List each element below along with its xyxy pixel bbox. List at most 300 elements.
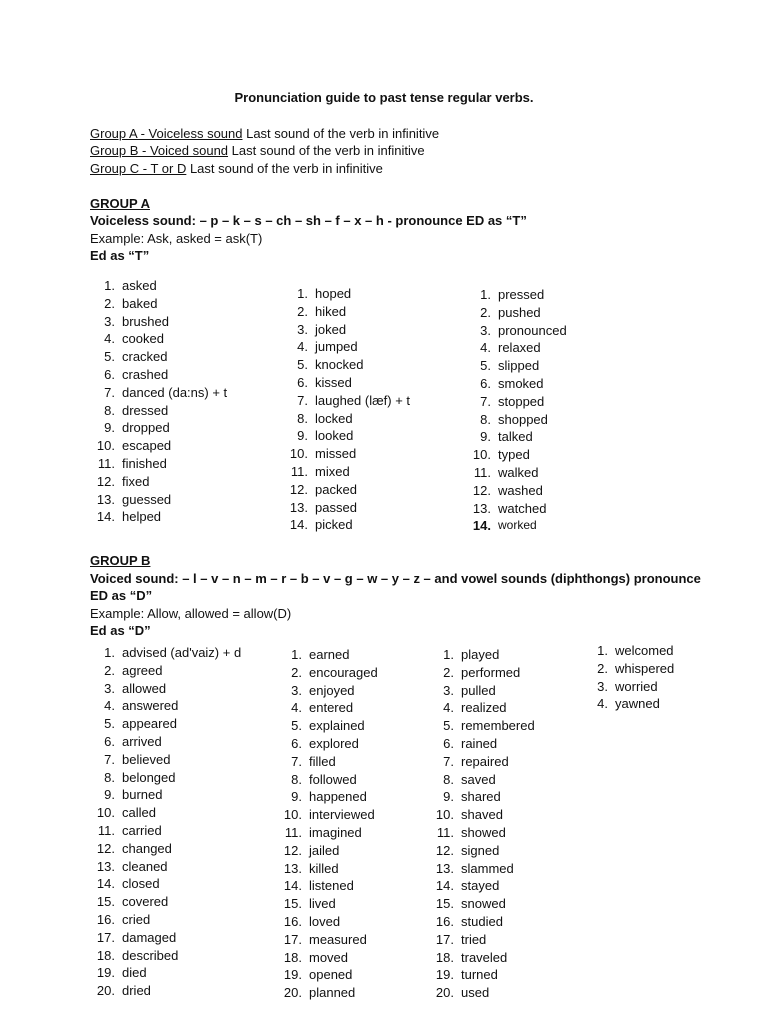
- list-item-word: talked: [498, 429, 533, 445]
- list-item: [283, 445, 410, 463]
- list-item-word: fixed: [122, 473, 150, 489]
- group-b-example: Example: Allow, allowed = allow(D): [90, 606, 292, 621]
- list-item: [583, 695, 674, 713]
- list-item-word: encouraged: [309, 664, 378, 680]
- list-item-word: picked: [315, 517, 353, 533]
- list-item-word: answered: [122, 698, 179, 714]
- list-item: [90, 947, 241, 965]
- list-item-number: 1.: [597, 643, 608, 658]
- list-item-number: 11.: [290, 463, 308, 479]
- list-item-word: performed: [461, 664, 521, 680]
- list-item-word: mixed: [315, 463, 350, 479]
- list-item-number: 13.: [472, 500, 491, 516]
- group-intro-b-label: Group B - Voiced sound: [90, 143, 229, 158]
- list-item: [583, 660, 674, 678]
- list-item: [90, 491, 227, 509]
- list-item-number: 2.: [597, 660, 608, 676]
- group-b-column-3: [429, 646, 535, 1002]
- list-item-word: earned: [309, 647, 350, 662]
- list-item-word: worked: [498, 518, 537, 533]
- list-item: [277, 806, 378, 824]
- list-item-word: planned: [309, 985, 356, 1001]
- list-item-number: 14.: [283, 878, 302, 894]
- list-item-number: 10.: [96, 805, 115, 821]
- list-item-word: cleaned: [122, 858, 168, 874]
- list-item: [90, 929, 241, 947]
- list-item-number: 4.: [297, 339, 308, 355]
- list-item-number: 14.: [435, 878, 454, 894]
- list-item: [283, 410, 410, 428]
- group-intro-a-label: Group A - Voiceless sound: [90, 126, 243, 141]
- list-item: [277, 860, 378, 878]
- list-item-number: 8.: [443, 771, 454, 787]
- list-item: [277, 646, 378, 664]
- group-a-heading: GROUP A: [90, 196, 150, 211]
- list-item-word: opened: [309, 967, 353, 983]
- group-b-column-1: [90, 644, 241, 1000]
- list-item-word: whispered: [615, 660, 675, 676]
- list-item: [277, 788, 378, 806]
- list-item: [466, 482, 567, 500]
- list-item-number: 11.: [284, 824, 302, 840]
- list-item-word: slammed: [461, 860, 514, 876]
- list-item-number: 1.: [480, 287, 491, 302]
- list-item-word: watched: [498, 500, 547, 516]
- list-item-word: dropped: [122, 420, 170, 436]
- list-item-number: 19.: [435, 967, 454, 983]
- list-item-number: 17.: [435, 931, 454, 947]
- list-item: [466, 446, 567, 464]
- list-item: [277, 984, 378, 1002]
- list-item: [283, 516, 410, 534]
- list-item-number: 18.: [435, 949, 454, 965]
- list-item: [90, 313, 227, 331]
- list-item: [277, 664, 378, 682]
- list-item: [429, 664, 535, 682]
- list-item-number: 6.: [104, 366, 115, 382]
- list-item: [466, 428, 567, 446]
- list-item: [90, 858, 241, 876]
- list-item-word: helped: [122, 509, 162, 525]
- list-item: [429, 877, 535, 895]
- list-item: [466, 411, 567, 429]
- list-item-word: finished: [122, 455, 167, 471]
- list-item-word: entered: [309, 700, 354, 716]
- list-item: [429, 895, 535, 913]
- group-b-heading: GROUP B: [90, 553, 151, 568]
- list-item-number: 2.: [104, 295, 115, 311]
- list-item: [283, 392, 410, 410]
- list-item: [277, 966, 378, 984]
- list-item-word: missed: [315, 446, 357, 462]
- list-item-number: 6.: [443, 735, 454, 751]
- list-item-word: closed: [122, 876, 160, 892]
- list-item-number: 7.: [480, 393, 491, 409]
- list-item-word: pushed: [498, 304, 541, 320]
- list-item: [466, 393, 567, 411]
- list-item-number: 8.: [104, 769, 115, 785]
- list-item-word: changed: [122, 840, 172, 856]
- list-item-number: 13.: [96, 491, 115, 507]
- list-item-number: 16.: [435, 913, 454, 929]
- list-item-word: signed: [461, 842, 500, 858]
- group-intro-c: [90, 160, 383, 177]
- list-item: [90, 348, 227, 366]
- group-b-column-2: [277, 646, 378, 1002]
- list-item: [90, 911, 241, 929]
- list-item-word: dressed: [122, 402, 169, 418]
- list-item-word: jailed: [309, 842, 340, 858]
- list-item-word: damaged: [122, 929, 177, 945]
- list-item: [277, 771, 378, 789]
- list-item: [277, 824, 378, 842]
- group-a-example: Example: Ask, asked = ask(T): [90, 231, 263, 246]
- list-item-word: dried: [122, 983, 151, 999]
- list-item-number: 6.: [297, 374, 308, 390]
- list-item: [90, 786, 241, 804]
- list-item-number: 4.: [104, 698, 115, 714]
- list-item: [90, 822, 241, 840]
- list-item: [90, 473, 227, 491]
- list-item-number: 7.: [104, 751, 115, 767]
- list-item: [466, 375, 567, 393]
- list-item-word: described: [122, 947, 179, 963]
- list-item-number: 3.: [443, 682, 454, 698]
- list-item: [283, 463, 410, 481]
- list-item-number: 9.: [443, 789, 454, 805]
- list-item-number: 5.: [104, 349, 115, 365]
- list-item-word: hiked: [315, 303, 347, 319]
- list-item-number: 2.: [297, 303, 308, 319]
- list-item-number: 13.: [96, 858, 115, 874]
- list-item-word: brushed: [122, 313, 169, 329]
- list-item: [277, 877, 378, 895]
- list-item-number: 4.: [480, 340, 491, 356]
- list-item-number: 19.: [283, 967, 302, 983]
- list-item-word: washed: [498, 482, 543, 498]
- list-item: [429, 682, 535, 700]
- group-a-column-3: [466, 286, 567, 535]
- group-b-column-4: [583, 642, 674, 713]
- list-item-word: believed: [122, 751, 171, 767]
- list-item-number: 14.: [96, 509, 115, 525]
- list-item-word: enjoyed: [309, 682, 355, 698]
- list-item: [283, 374, 410, 392]
- list-item-word: covered: [122, 894, 169, 910]
- list-item: [277, 895, 378, 913]
- list-item-number: 19.: [96, 965, 115, 981]
- list-item-word: slipped: [498, 358, 540, 374]
- list-item-number: 3.: [291, 682, 302, 698]
- list-item: [429, 842, 535, 860]
- list-item-number: 1.: [443, 647, 454, 662]
- list-item: [277, 931, 378, 949]
- list-item-number: 7.: [443, 753, 454, 769]
- list-item-word: relaxed: [498, 340, 541, 356]
- list-item-number: 9.: [104, 420, 115, 436]
- list-item-number: 5.: [104, 716, 115, 732]
- list-item-word: kissed: [315, 374, 352, 390]
- list-item: [90, 295, 227, 313]
- list-item: [429, 949, 535, 967]
- list-item-number: 1.: [104, 645, 115, 660]
- list-item-word: locked: [315, 410, 353, 426]
- list-item-word: smoked: [498, 375, 544, 391]
- list-item: [429, 913, 535, 931]
- list-item-number: 13.: [289, 499, 308, 515]
- list-item-number: 3.: [104, 313, 115, 329]
- list-item-word: interviewed: [309, 807, 375, 823]
- list-item-word: laughed (læf) + t: [315, 392, 411, 408]
- list-item-number: 1.: [104, 278, 115, 293]
- list-item-word: rained: [461, 735, 498, 751]
- list-item-number: 10.: [472, 447, 491, 463]
- list-item: [90, 644, 241, 662]
- list-item: [277, 842, 378, 860]
- list-item-number: 4.: [443, 700, 454, 716]
- list-item-number: 12.: [96, 840, 115, 856]
- list-item-number: 9.: [291, 789, 302, 805]
- list-item-number: 20.: [283, 985, 302, 1001]
- list-item-word: joked: [315, 321, 347, 337]
- list-item-word: turned: [461, 967, 498, 983]
- list-item-word: tried: [461, 931, 487, 947]
- list-item-word: measured: [309, 931, 367, 947]
- list-item-word: called: [122, 805, 156, 821]
- list-item-number: 12.: [435, 842, 454, 858]
- list-item-number: 9.: [480, 429, 491, 445]
- list-item-word: welcomed: [615, 643, 674, 658]
- list-item-word: snowed: [461, 896, 506, 912]
- list-item: [90, 419, 227, 437]
- list-item: [429, 699, 535, 717]
- list-item: [90, 751, 241, 769]
- list-item: [283, 321, 410, 339]
- list-item-word: shopped: [498, 411, 548, 427]
- list-item-number: 8.: [104, 402, 115, 418]
- list-item: [90, 508, 227, 526]
- group-b-sound-line-2: ED as “D”: [90, 588, 153, 603]
- list-item: [90, 277, 227, 295]
- list-item-number: 10.: [283, 807, 302, 823]
- list-item-word: crashed: [122, 366, 169, 382]
- list-item-word: followed: [309, 771, 357, 787]
- list-item-number: 5.: [480, 358, 491, 374]
- list-item: [466, 286, 567, 304]
- list-item-number: 8.: [291, 771, 302, 787]
- list-item-word: cooked: [122, 331, 164, 347]
- list-item-number: 14.: [289, 517, 308, 533]
- list-item-word: explored: [309, 735, 359, 751]
- list-item: [90, 697, 241, 715]
- list-item-word: allowed: [122, 680, 167, 696]
- list-item-number: 9.: [104, 787, 115, 803]
- list-item-number: 12.: [96, 473, 115, 489]
- list-item-number: 7.: [297, 392, 308, 408]
- list-item-number: 15.: [283, 896, 302, 912]
- list-item: [429, 717, 535, 735]
- list-item: [90, 330, 227, 348]
- list-item-word: escaped: [122, 438, 172, 454]
- list-item-number: 16.: [96, 911, 115, 927]
- list-item-word: arrived: [122, 733, 162, 749]
- list-item: [583, 642, 674, 660]
- list-item-number: 20.: [96, 983, 115, 999]
- list-item-word: showed: [461, 824, 506, 840]
- list-item-number: 3.: [480, 322, 491, 338]
- list-item-word: danced (da:ns) + t: [122, 384, 228, 400]
- list-item-word: baked: [122, 295, 158, 311]
- list-item: [429, 931, 535, 949]
- list-item-word: pronounced: [498, 322, 567, 338]
- list-item: [429, 806, 535, 824]
- list-item: [429, 735, 535, 753]
- list-item-number: 11.: [436, 824, 454, 840]
- list-item: [90, 733, 241, 751]
- list-item: [277, 753, 378, 771]
- list-item-number: 18.: [283, 949, 302, 965]
- list-item: [583, 678, 674, 696]
- list-item-number: 8.: [297, 410, 308, 426]
- list-item-word: worried: [615, 678, 658, 694]
- list-item: [283, 356, 410, 374]
- list-item-word: loved: [309, 913, 341, 929]
- list-item-word: imagined: [309, 824, 362, 840]
- list-item: [466, 304, 567, 322]
- list-item-number: 11.: [473, 464, 491, 480]
- list-item-word: knocked: [315, 357, 364, 373]
- list-item-number: 17.: [96, 929, 115, 945]
- list-item: [277, 699, 378, 717]
- list-item-word: realized: [461, 700, 507, 716]
- list-item-number: 10.: [435, 807, 454, 823]
- list-item-number: 11.: [97, 822, 115, 838]
- list-item-word: died: [122, 965, 147, 981]
- list-item-number: 6.: [104, 733, 115, 749]
- list-item: [90, 875, 241, 893]
- list-item: [429, 753, 535, 771]
- list-item-word: appeared: [122, 716, 177, 732]
- list-item-number: 5.: [297, 357, 308, 373]
- list-item: [283, 427, 410, 445]
- list-item-number: 2.: [480, 304, 491, 320]
- list-item-word: agreed: [122, 662, 163, 678]
- list-item: [283, 499, 410, 517]
- list-item-word: pulled: [461, 682, 496, 698]
- list-item-number: 10.: [96, 438, 115, 454]
- list-item-number: 15.: [435, 896, 454, 912]
- group-a-sound-line: Voiceless sound: – p – k – s – ch – sh – f – x – h - pronounce ED as “T”: [90, 213, 527, 228]
- list-item-word: saved: [461, 771, 496, 787]
- list-item-word: happened: [309, 789, 367, 805]
- list-item: [90, 840, 241, 858]
- list-item-word: lived: [309, 896, 336, 912]
- list-item-number: 3.: [297, 321, 308, 337]
- list-item-word: cried: [122, 911, 151, 927]
- document-title: Pronunciation guide to past tense regular verbs.: [234, 90, 534, 105]
- list-item-word: hoped: [315, 286, 352, 301]
- list-item: [277, 913, 378, 931]
- list-item: [90, 715, 241, 733]
- list-item: [466, 357, 567, 375]
- list-item: [466, 517, 567, 535]
- list-item: [466, 322, 567, 340]
- list-item-number: 11.: [97, 455, 115, 471]
- group-b-ed-as: Ed as “D”: [90, 623, 151, 638]
- list-item-word: packed: [315, 481, 357, 497]
- list-item: [466, 464, 567, 482]
- list-item-word: shaved: [461, 807, 503, 823]
- list-item-number: 20.: [435, 985, 454, 1001]
- list-item-word: listened: [309, 878, 354, 894]
- list-item: [466, 500, 567, 518]
- list-item-number: 4.: [104, 331, 115, 347]
- list-item: [283, 481, 410, 499]
- list-item-number: 4.: [597, 696, 608, 712]
- list-item: [277, 717, 378, 735]
- list-item-number: 18.: [96, 947, 115, 963]
- list-item-word: played: [461, 647, 500, 662]
- list-item: [90, 893, 241, 911]
- list-item-word: remembered: [461, 718, 535, 734]
- list-item-number: 3.: [597, 678, 608, 694]
- list-item: [90, 982, 241, 1000]
- group-a-ed-as: Ed as “T”: [90, 248, 150, 263]
- list-item: [90, 964, 241, 982]
- list-item-word: moved: [309, 949, 349, 965]
- group-intro-b: [90, 142, 425, 159]
- list-item-number: 12.: [289, 481, 308, 497]
- list-item-number: 5.: [291, 718, 302, 734]
- list-item-number: 13.: [283, 860, 302, 876]
- list-item: [90, 769, 241, 787]
- group-intro-a-text: Last sound of the verb in infinitive: [242, 126, 440, 141]
- list-item-word: typed: [498, 447, 530, 463]
- group-intro-c-text: Last sound of the verb in infinitive: [186, 161, 383, 176]
- list-item-word: shared: [461, 789, 501, 805]
- list-item-number: 1.: [297, 286, 308, 301]
- list-item-word: used: [461, 985, 490, 1001]
- list-item-word: looked: [315, 428, 354, 444]
- list-item-word: stayed: [461, 878, 500, 894]
- group-a-column-1: [90, 277, 227, 526]
- list-item-number: 14.: [472, 518, 491, 534]
- list-item: [90, 662, 241, 680]
- list-item-number: 12.: [472, 482, 491, 498]
- list-item: [277, 735, 378, 753]
- list-item-word: guessed: [122, 491, 172, 507]
- list-item-number: 1.: [291, 647, 302, 662]
- list-item-word: stopped: [498, 393, 545, 409]
- list-item-number: 2.: [104, 662, 115, 678]
- list-item-word: carried: [122, 822, 162, 838]
- list-item: [466, 339, 567, 357]
- list-item: [283, 338, 410, 356]
- list-item-word: repaired: [461, 753, 509, 769]
- list-item-word: explained: [309, 718, 365, 734]
- list-item-number: 15.: [96, 894, 115, 910]
- list-item: [277, 682, 378, 700]
- list-item-number: 16.: [283, 913, 302, 929]
- group-b-sound-line-1: Voiced sound: – l – v – n – m – r – b – v – g – w – y – z – and vowel sounds (diphthongs) pronounce: [90, 571, 701, 586]
- list-item-number: 6.: [480, 375, 491, 391]
- list-item-number: 3.: [104, 680, 115, 696]
- list-item-number: 5.: [443, 718, 454, 734]
- list-item-number: 2.: [291, 664, 302, 680]
- list-item-word: jumped: [315, 339, 358, 355]
- list-item-word: walked: [498, 464, 539, 480]
- list-item-number: 4.: [291, 700, 302, 716]
